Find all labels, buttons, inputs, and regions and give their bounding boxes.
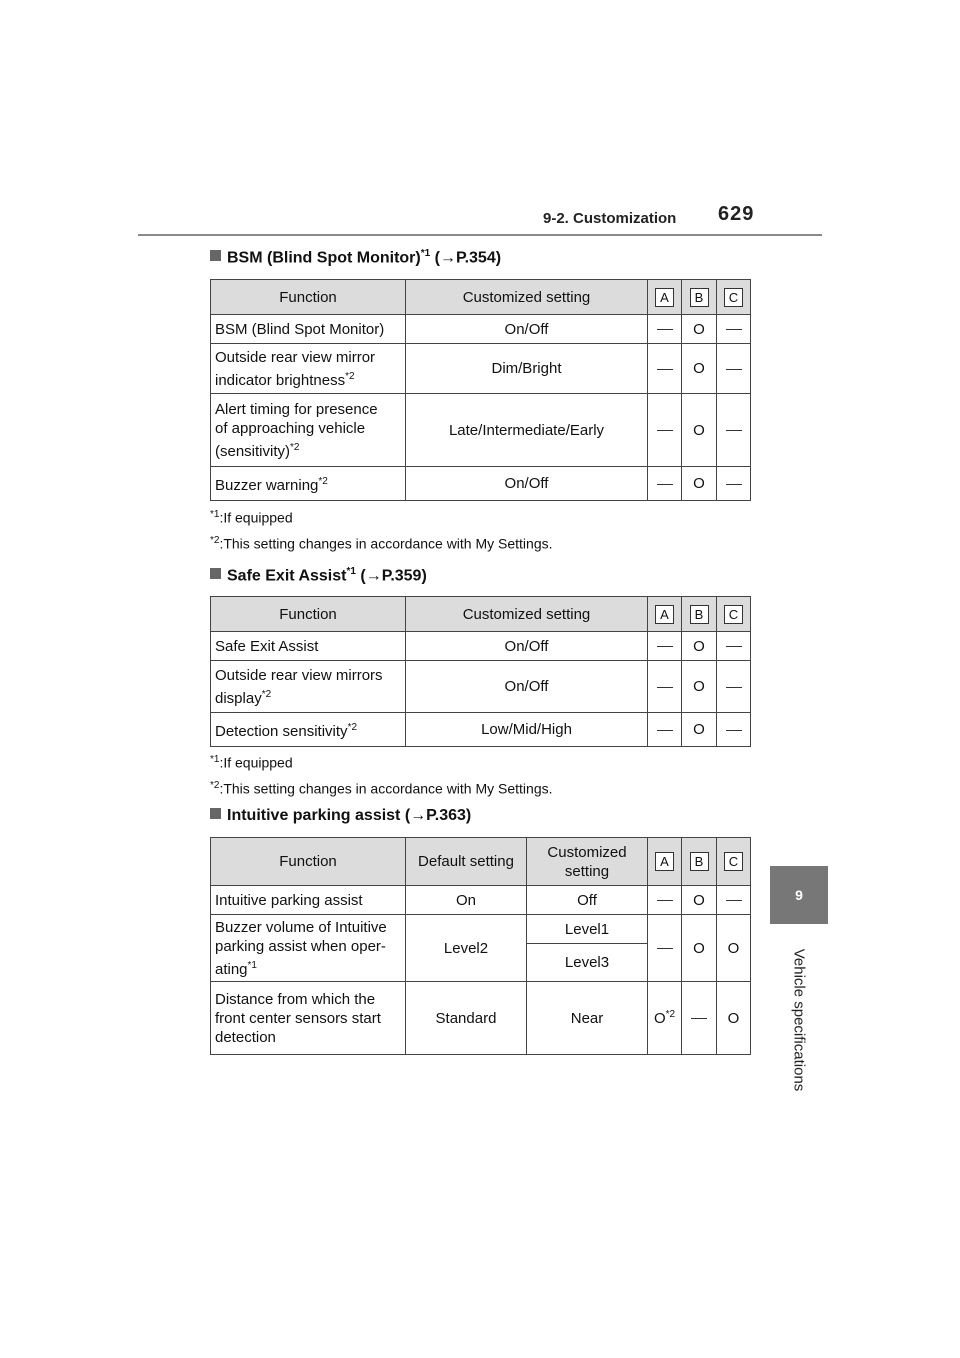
row-setting: Level1 (527, 915, 648, 944)
o-mark-footnoted: $O^{*2}$ (648, 982, 682, 1055)
chapter-tab: 9 (770, 866, 828, 924)
chapter-side-label (789, 935, 809, 1105)
o-mark: O (682, 915, 717, 982)
row-default: Level2 (406, 915, 527, 982)
section-title: 9-2. Customization (543, 210, 677, 227)
col-a-box: A (655, 288, 674, 307)
row-function: Intuitive parking assist (211, 886, 406, 915)
dash-mark (657, 687, 673, 688)
row-function: Buzzer volume of Intuitive parking assist when oper- ating$^{*1}$ (211, 915, 406, 982)
dash-mark (657, 646, 673, 647)
sea-title: Safe Exit Assist (227, 567, 347, 585)
row-setting: Near (527, 982, 648, 1055)
dash-mark (726, 484, 742, 485)
square-bullet-icon (210, 568, 221, 579)
o-mark: O (682, 394, 717, 467)
row-function: Outside rear view mirrors display$^{*2}$ (211, 661, 406, 713)
col-function: Function (211, 280, 406, 315)
col-c-box: C (724, 288, 743, 307)
o-mark: O (682, 713, 717, 747)
o-mark: O (717, 915, 751, 982)
dash-mark (726, 369, 742, 370)
row-default: On (406, 886, 527, 915)
page-number: 629 (718, 203, 755, 225)
table-row (211, 394, 751, 467)
header-rule (138, 234, 822, 236)
bsm-fn1: *1 (420, 248, 431, 259)
row-setting: Dim/Bright (406, 344, 648, 394)
col-b-box: B (690, 852, 709, 871)
row-function: Outside rear view mirror indicator brightness$^{*2}$ (211, 344, 406, 394)
row-setting: Late/Intermediate/Early (406, 394, 648, 467)
dash-mark (657, 430, 673, 431)
dash-mark (657, 484, 673, 485)
row-setting: Low/Mid/High (406, 713, 648, 747)
col-b-box: B (690, 288, 709, 307)
dash-mark (657, 730, 673, 731)
dash-mark (726, 687, 742, 688)
dash-mark (726, 430, 742, 431)
dash-mark (657, 900, 673, 901)
table-row (211, 344, 751, 394)
row-setting: On/Off (406, 632, 648, 661)
ipa-ref: (→P.363) (404, 807, 472, 824)
table-row (211, 661, 751, 713)
bsm-note-1: $^{*1}$:If equipped (210, 509, 293, 526)
o-mark: O (682, 886, 717, 915)
col-a-box: A (655, 605, 674, 624)
bsm-table (210, 279, 751, 501)
col-a-box: A (655, 852, 674, 871)
dash-mark (657, 948, 673, 949)
row-setting: On/Off (406, 467, 648, 501)
o-mark: O (682, 315, 717, 344)
dash-mark (726, 329, 742, 330)
bsm-heading (210, 248, 501, 267)
row-default: Standard (406, 982, 527, 1055)
ipa-heading (210, 807, 471, 825)
dash-mark (691, 1018, 707, 1019)
bsm-title: BSM (Blind Spot Monitor) (227, 249, 421, 267)
row-function: Safe Exit Assist (211, 632, 406, 661)
o-mark: O (682, 344, 717, 394)
sea-note-1: $^{*1}$:If equipped (210, 754, 293, 771)
table-row (211, 915, 751, 944)
row-setting: Off (527, 886, 648, 915)
dash-mark (657, 329, 673, 330)
col-customized-setting: Customized setting (527, 838, 648, 886)
table-row (211, 315, 751, 344)
sea-table (210, 596, 751, 747)
o-mark: O (682, 632, 717, 661)
square-bullet-icon (210, 808, 221, 819)
bsm-note-2: $^{*2}$:This setting changes in accordance with My Settings. (210, 535, 553, 552)
row-function: Detection sensitivity$^{*2}$ (211, 713, 406, 747)
col-customized-setting: Customized setting (406, 597, 648, 632)
row-setting: Level3 (527, 944, 648, 982)
row-setting: On/Off (406, 315, 648, 344)
dash-mark (726, 646, 742, 647)
row-function: Buzzer warning$^{*2}$ (211, 467, 406, 501)
table-row (211, 713, 751, 747)
table-row (211, 632, 751, 661)
table-header-row (211, 597, 751, 632)
col-c-box: C (724, 605, 743, 624)
col-b-box: B (690, 605, 709, 624)
o-mark: O (682, 661, 717, 713)
row-function: Alert timing for presence of approaching vehicle (sensitivity)$^{*2}$ (211, 394, 406, 467)
chapter-title: Vehicle specifications (790, 948, 808, 1092)
table-row (211, 467, 751, 501)
col-c-box: C (724, 852, 743, 871)
sea-ref: (→P.359) (360, 567, 427, 585)
o-mark: O (717, 982, 751, 1055)
col-default-setting: Default setting (406, 838, 527, 886)
col-customized-setting: Customized setting (406, 280, 648, 315)
o-mark: O (682, 467, 717, 501)
row-setting: On/Off (406, 661, 648, 713)
dash-mark (726, 730, 742, 731)
row-function: BSM (Blind Spot Monitor) (211, 315, 406, 344)
dash-mark (657, 369, 673, 370)
ipa-title: Intuitive parking assist (227, 807, 401, 824)
table-row (211, 982, 751, 1055)
bsm-ref: (→P.354) (434, 249, 502, 267)
row-function: Distance from which the front center sensors start detection (211, 982, 406, 1055)
col-function: Function (211, 597, 406, 632)
sea-note-2: $^{*2}$:This setting changes in accordance with My Settings. (210, 780, 553, 797)
col-function: Function (211, 838, 406, 886)
sea-heading: Safe Exit Assist$^{*1}$ (→P.359) (210, 566, 427, 585)
table-row (211, 886, 751, 915)
table-header-row (211, 280, 751, 315)
table-header-row (211, 838, 751, 886)
ipa-table (210, 837, 751, 1055)
square-bullet-icon (210, 250, 221, 261)
dash-mark (726, 900, 742, 901)
